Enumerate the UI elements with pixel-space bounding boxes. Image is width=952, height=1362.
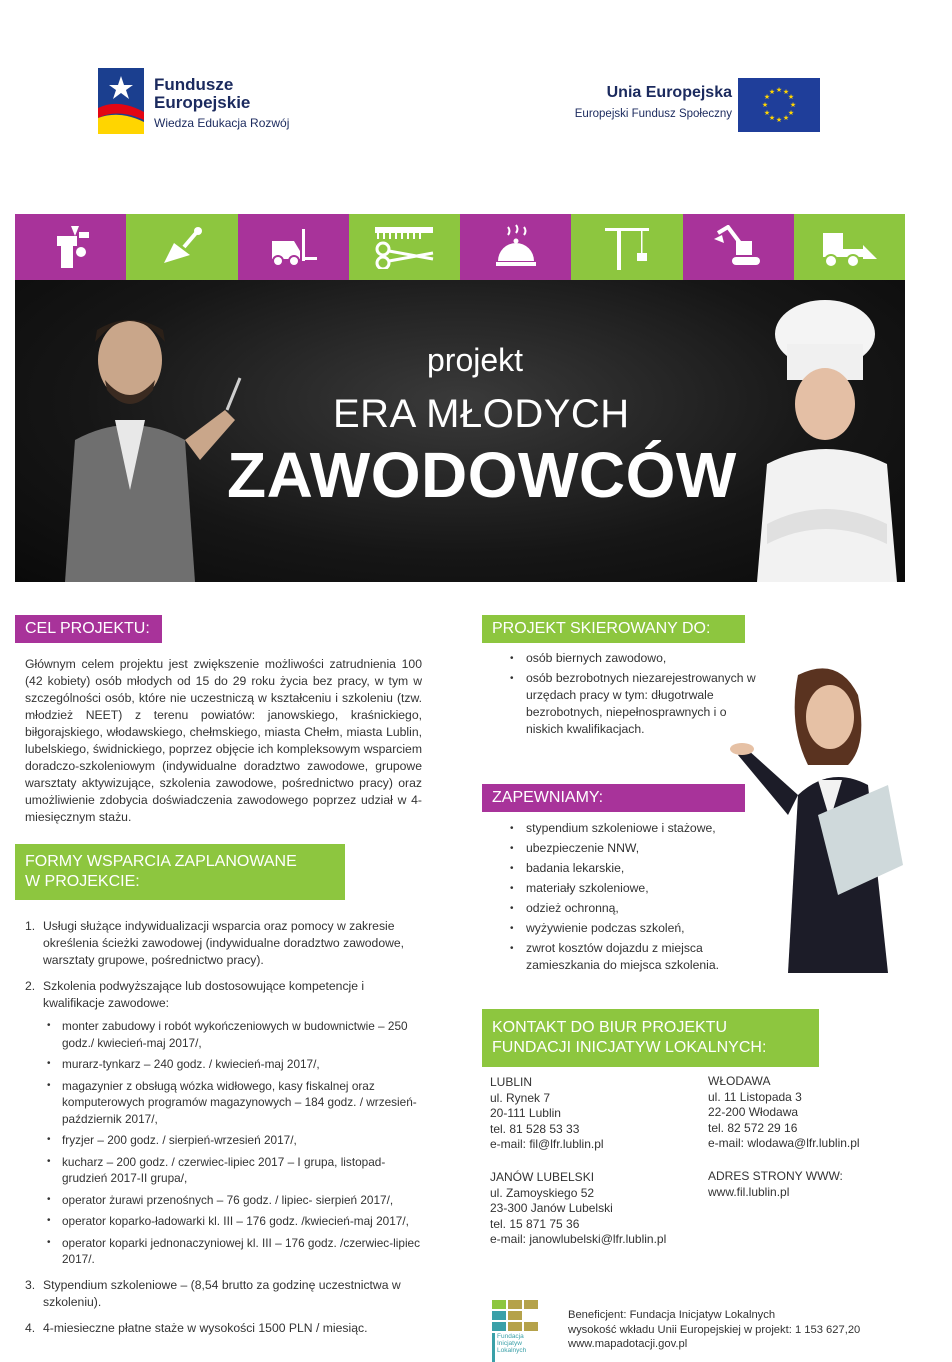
- svg-text:★: ★: [763, 93, 771, 101]
- ue-subtitle: Europejski Fundusz Społeczny: [574, 108, 732, 120]
- formy-label-line1: FORMY WSPARCIA ZAPLANOWANE: [25, 853, 297, 870]
- sub-item: • operator żurawi przenośnych – 76 godz. / lipiec- sierpień 2017/,: [43, 1192, 425, 1209]
- website-link[interactable]: www.fil.lublin.pl: [708, 1184, 790, 1199]
- excavator-icon: [714, 225, 762, 269]
- skierowany-label: PROJEKT SKIEROWANY DO:: [482, 615, 745, 643]
- hero-banner: [15, 280, 905, 582]
- svg-text:★: ★: [787, 109, 795, 117]
- plumber-wrench-icon: [51, 222, 91, 272]
- website-label: ADRES STRONY WWW:: [708, 1169, 843, 1183]
- office-city: 20-111 Lublin: [490, 1106, 561, 1120]
- svg-text:★: ★: [782, 114, 790, 122]
- item-number: 3.: [25, 1277, 36, 1292]
- item-number: 1.: [25, 919, 36, 933]
- fe-star-flag-icon: [98, 68, 144, 134]
- fundusze-europejskie-logo: [98, 68, 358, 138]
- svg-text:★: ★: [768, 88, 776, 96]
- tile-scissors: [349, 214, 460, 280]
- skierowany-list: [500, 650, 760, 741]
- svg-text:★: ★: [782, 88, 790, 96]
- office-city: 23-300 Janów Lubelski: [490, 1201, 613, 1215]
- sub-item: • monter zabudowy i robót wykończeniowych w budownictwie – 250 godz./ kwiecień-maj 2017/,: [43, 1018, 425, 1051]
- svg-text:★: ★: [789, 101, 797, 109]
- item-text: Usługi służące indywidualizacji wsparcia oraz pomocy w zakresie określenia ścieżki zawodowej (indywidualne doradztwo zawodowe, warsztaty grupowe, pośrednictwo pracy).: [43, 919, 405, 967]
- cel-projektu-label: CEL PROJEKTU:: [15, 615, 162, 643]
- address-lublin: [490, 1075, 700, 1153]
- beneficjent-info: [568, 1308, 908, 1352]
- svg-text:★: ★: [775, 86, 783, 94]
- tile-excavator: [683, 214, 794, 280]
- office-city: 22-200 Włodawa: [708, 1105, 799, 1119]
- zapewniamy-label: ZAPEWNIAMY:: [482, 784, 745, 812]
- item-number: 4.: [25, 1320, 36, 1335]
- tile-loader: [794, 214, 905, 280]
- list-item: • osób biernych zawodowo,: [500, 650, 760, 667]
- office-email[interactable]: e-mail: fil@lfr.lublin.pl: [490, 1137, 604, 1151]
- mapadotacji-link[interactable]: www.mapadotacji.gov.pl: [568, 1338, 688, 1350]
- banner-zawodowcow: ZAWODOWCÓW: [227, 439, 737, 511]
- office-email[interactable]: e-mail: janowlubelski@lfr.lublin.pl: [490, 1232, 667, 1246]
- formy-wsparcia-label: [15, 844, 345, 900]
- kontakt-label-line1: KONTAKT DO BIUR PROJEKTU: [492, 1019, 727, 1036]
- fil-logo-text: Fundacja Inicjatyw Lokalnych: [497, 1333, 527, 1354]
- item-text: Stypendium szkoleniowe – (8,54 brutto za godzinę uczestnictwa w szkoleniu).: [43, 1277, 401, 1309]
- list-item: [25, 1277, 425, 1311]
- item-text: Szkolenia podwyższające lub dostosowujące kompetencje i kwalifikacje zawodowe:: [43, 979, 365, 1010]
- office-name: WŁODAWA: [708, 1074, 771, 1088]
- address-janow: [490, 1170, 705, 1248]
- list-item: • materiały szkoleniowe,: [500, 880, 770, 897]
- sub-item: • operator koparki jednonaczyniowej kl. III – 176 godz. /czerwiec-lipiec 2017/.: [43, 1235, 425, 1268]
- trade-icons-strip: [15, 214, 905, 280]
- office-name: JANÓW LUBELSKI: [490, 1170, 595, 1184]
- kontakt-label: [482, 1009, 819, 1067]
- svg-text:★: ★: [787, 93, 795, 101]
- chef-photo: [747, 294, 905, 582]
- svg-text:★: ★: [761, 101, 769, 109]
- scissors-comb-icon: [373, 225, 435, 269]
- office-phone: tel. 82 572 29 16: [708, 1120, 798, 1135]
- szkolenia-sublist: [43, 1018, 425, 1268]
- zapewniamy-list: [500, 820, 770, 977]
- office-name: LUBLIN: [490, 1075, 533, 1089]
- office-street: ul. Zamoyskiego 52: [490, 1185, 595, 1200]
- sub-item: • kucharz – 200 godz. / czerwiec-lipiec 2017 – I grupa, listopad-grudzień 2017-II grupa/,: [43, 1154, 425, 1187]
- beneficjent-line: Beneficjent: Fundacja Inicjatyw Lokalnych: [568, 1309, 776, 1321]
- ue-title: Unia Europejska: [606, 84, 732, 101]
- office-email[interactable]: e-mail: wlodawa@lfr.lublin.pl: [708, 1136, 860, 1150]
- tile-forklift: [238, 214, 349, 280]
- fe-title-line1: Fundusze: [154, 75, 234, 94]
- tile-trowel: [126, 214, 237, 280]
- tile-cloche: [460, 214, 571, 280]
- svg-text:★: ★: [775, 116, 783, 124]
- list-item: • ubezpieczenie NNW,: [500, 840, 770, 857]
- formy-label-line2: W PROJEKCIE:: [25, 873, 140, 890]
- fe-title: [154, 76, 354, 112]
- list-item: • stypendium szkoleniowe i stażowe,: [500, 820, 770, 837]
- tile-plumber: [15, 214, 126, 280]
- fe-subtitle: Wiedza Edukacja Rozwój: [154, 116, 290, 130]
- office-phone: tel. 81 528 53 33: [490, 1121, 580, 1136]
- trowel-icon: [160, 225, 204, 269]
- item-text: 4-miesieczne płatne staże w wysokości 1500 PLN / miesiąc.: [43, 1320, 368, 1335]
- list-item: • zwrot kosztów dojazdu z miejsca zamieszkania do miejsca szkolenia.: [500, 940, 770, 974]
- banner-projekt: projekt: [427, 342, 524, 378]
- sub-item: • fryzjer – 200 godz. / sierpień-wrzesień 2017/,: [43, 1132, 425, 1149]
- fe-title-line2: Europejskie: [154, 93, 251, 112]
- sub-item: • operator koparko-ładowarki kl. III – 176 godz. /kwiecień-maj 2017/,: [43, 1213, 425, 1230]
- tile-crane: [571, 214, 682, 280]
- office-street: ul. Rynek 7: [490, 1090, 551, 1105]
- office-phone: tel. 15 871 75 36: [490, 1216, 580, 1231]
- unia-europejska-logo: [540, 78, 830, 138]
- eu-flag-icon: [738, 78, 820, 132]
- list-item: • wyżywienie podczas szkoleń,: [500, 920, 770, 937]
- list-item: [25, 978, 425, 1268]
- svg-text:★: ★: [763, 109, 771, 117]
- office-street: ul. 11 Listopada 3: [708, 1089, 802, 1104]
- banner-era-mlodych: ERA MŁODYCH: [333, 392, 630, 436]
- tower-crane-icon: [603, 222, 651, 272]
- website-block: [708, 1169, 928, 1200]
- food-cloche-icon: [494, 223, 538, 271]
- wklad-ue-line: wysokość wkładu Unii Europejskiej w projekt: 1 153 627,20: [568, 1323, 861, 1336]
- list-item: • odzież ochronną,: [500, 900, 770, 917]
- list-item: [25, 918, 425, 969]
- list-item: • osób bezrobotnych niezarejestrowanych w urzędach pracy w tym: długotrwale bezrobotnych, niepełnosprawnych i o niskich kwalifikacjach.: [500, 670, 760, 738]
- kontakt-label-line2: FUNDACJI INICJATYW LOKALNYCH:: [492, 1039, 767, 1056]
- address-wlodawa: [708, 1074, 928, 1152]
- forklift-icon: [268, 227, 318, 267]
- sub-item: • magazynier z obsługą wózka widłowego, kasy fiskalnej oraz komputerowych programów magazynowych – 184 godz. / wrzesień-październik 2017/,: [43, 1078, 425, 1128]
- item-number: 2.: [25, 979, 36, 993]
- loader-icon: [819, 225, 879, 269]
- formy-wsparcia-list: [25, 918, 425, 1346]
- list-item: [25, 1320, 425, 1337]
- cel-projektu-text: Głównym celem projektu jest zwiększenie możliwości zatrudnienia 100 (42 kobiety) osób młodych od 15 do 29 roku życia bez pracy, w tym w szczególności osób, które nie uczestniczą w kształceniu i szkoleniu (tzw. młodzież NEET) z terenu powiatów: janowskiego, kraśnickiego, biłgorajskiego, włodawskiego, chełmskiego, miasta Chełm, miasta Lublin, lubelskiego, świdnickiego, poprzez objęcie ich kompleksowym wsparciem doradczo-szkoleniowym (indywidualne doradztwo zawodowe, grupowe warsztaty aktywizujące, szkolenia zawodowe, pośrednictwo pracy) oraz umożliwienie zdobycia doświadczenia zawodowego poprzez udział w 4-miesięcznym stażu.: [25, 657, 422, 824]
- list-item: • badania lekarskie,: [500, 860, 770, 877]
- sub-item: • murarz-tynkarz – 240 godz. / kwiecień-maj 2017/,: [43, 1056, 425, 1073]
- barber-photo: [35, 290, 265, 582]
- svg-text:★: ★: [768, 114, 776, 122]
